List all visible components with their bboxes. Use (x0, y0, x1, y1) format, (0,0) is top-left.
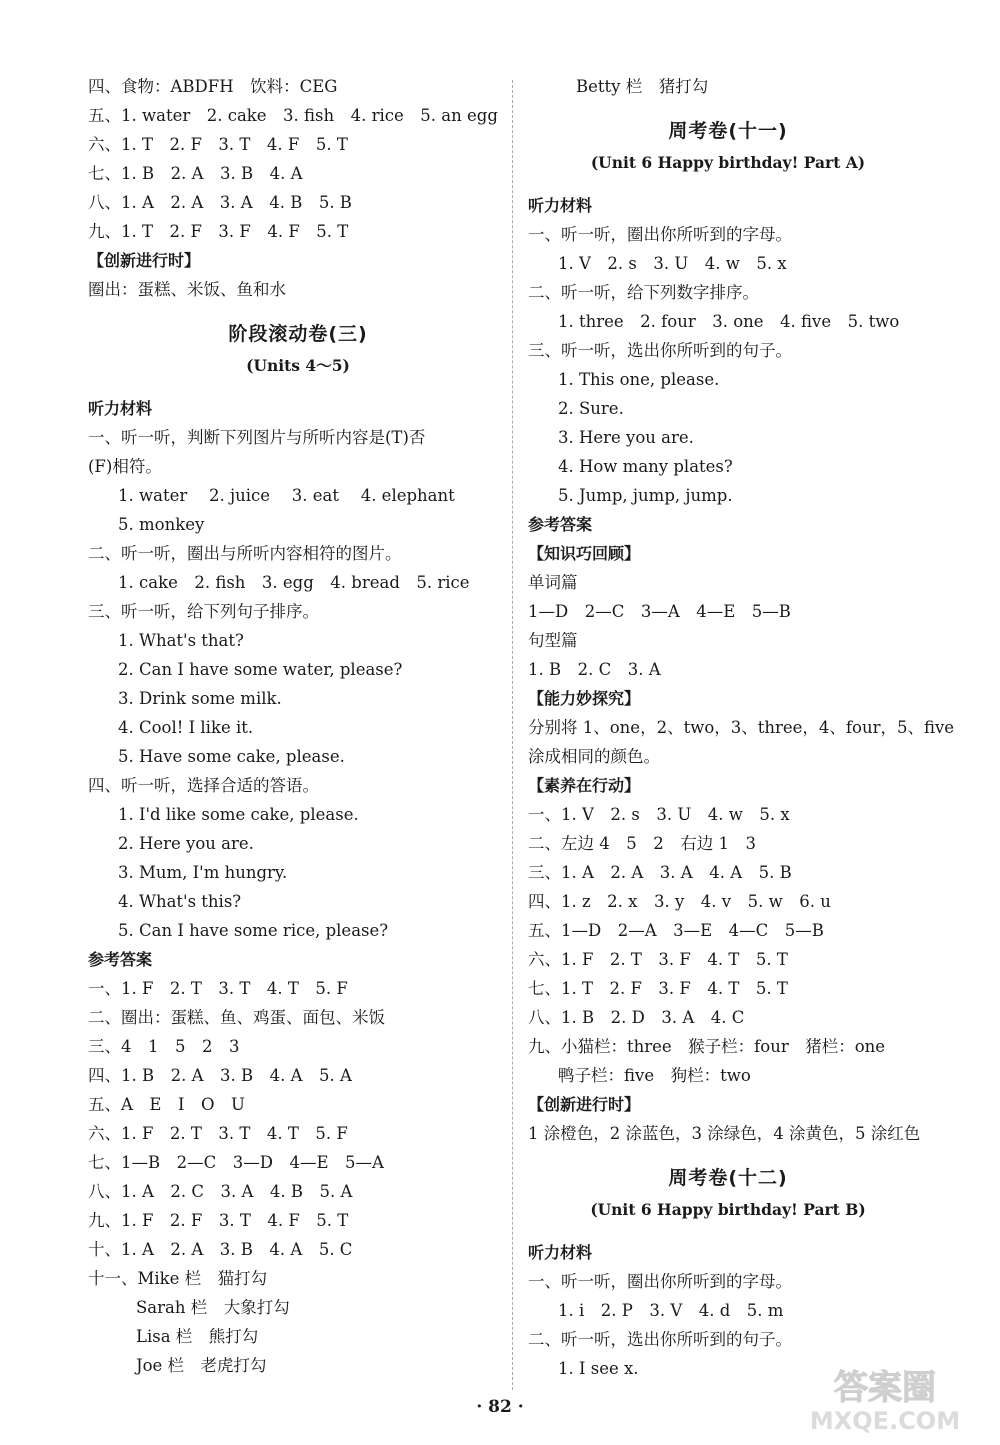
text-line: 4. What's this? (118, 892, 242, 911)
text-line: Lisa 栏 熊打勾 (136, 1327, 259, 1346)
spacer (88, 384, 508, 394)
watermark-logo-text: 答案圈 (834, 1368, 936, 1408)
text-line: 1. three 2. four 3. one 4. five 5. two (558, 312, 900, 331)
right-column (528, 72, 955, 1383)
watermark-logo (790, 1357, 980, 1437)
text-line: 六、1. F 2. T 3. F 4. T 5. T (528, 950, 788, 969)
text-line: 2. Can I have some water, please? (118, 660, 403, 679)
column-divider (512, 80, 513, 1390)
text-line: 十一、Mike 栏 猫打勾 (88, 1269, 268, 1288)
text-line: 二、听一听，选出你所听到的句子。 (528, 1330, 792, 1349)
text-line: 5. monkey (118, 515, 205, 534)
text-line: 七、1—B 2—C 3—D 4—E 5—A (88, 1153, 384, 1172)
text-line: 鸭子栏：five 狗栏：two (558, 1066, 751, 1085)
spacer (88, 304, 508, 314)
text-line: 四、1. z 2. x 3. y 4. v 5. w 6. u (528, 892, 831, 911)
text-line: 五、A E I O U (88, 1095, 245, 1114)
text-line: 一、听一听，圈出你所听到的字母。 (528, 1272, 792, 1291)
text-line: 1. water 2. juice 3. eat 4. elephant (118, 486, 455, 505)
text-line: 一、1. V 2. s 3. U 4. w 5. x (528, 805, 790, 824)
section-heading: 【能力妙探究】 (528, 689, 641, 708)
text-line: 三、4 1 5 2 3 (88, 1037, 240, 1056)
left-column (88, 72, 508, 1380)
spacer (528, 1148, 928, 1158)
text-line: 三、听一听，选出你所听到的句子。 (528, 341, 792, 360)
text-line: 九、1. F 2. F 3. T 4. F 5. T (88, 1211, 349, 1230)
section-heading: 【知识巧回顾】 (528, 544, 641, 563)
text-line: 一、听一听，圈出你所听到的字母。 (528, 225, 792, 244)
text-line: 一、听一听，判断下列图片与所听内容是(T)否 (88, 428, 426, 447)
text-line: 三、1. A 2. A 3. A 4. A 5. B (528, 863, 792, 882)
text-line: 1. I see x. (558, 1359, 639, 1378)
section-title: 周考卷(十二) (668, 1167, 788, 1189)
text-line: 三、听一听，给下列句子排序。 (88, 602, 319, 621)
text-line: 4. Cool! I like it. (118, 718, 254, 737)
text-line: 七、1. T 2. F 3. F 4. T 5. T (528, 979, 788, 998)
text-line: 八、1. B 2. D 3. A 4. C (528, 1008, 745, 1027)
text-line: Betty 栏 猪打勾 (576, 77, 709, 96)
text-line: 圈出：蛋糕、米饭、鱼和水 (88, 280, 286, 299)
text-line: 四、听一听，选择合适的答语。 (88, 776, 319, 795)
section-subtitle: (Unit 6 Happy birthday! Part B) (590, 1200, 866, 1219)
text-line: 二、左边 4 5 2 右边 1 3 (528, 834, 756, 853)
text-line: 1. cake 2. fish 3. egg 4. bread 5. rice (118, 573, 470, 592)
section-heading: 听力材料 (528, 1243, 593, 1262)
text-line: (F)相符。 (88, 457, 162, 476)
text-line: 十、1. A 2. A 3. B 4. A 5. C (88, 1240, 353, 1259)
text-line: 九、小猫栏：three 猴子栏：four 猪栏：one (528, 1037, 886, 1056)
text-line: 1. B 2. C 3. A (528, 660, 661, 679)
text-line: 七、1. B 2. A 3. B 4. A (88, 164, 303, 183)
text-line: 3. Drink some milk. (118, 689, 282, 708)
section-title: 周考卷(十一) (668, 120, 788, 142)
section-subtitle: (Unit 6 Happy birthday! Part A) (590, 153, 866, 172)
text-line: 1 涂橙色，2 涂蓝色，3 涂绿色，4 涂黄色，5 涂红色 (528, 1124, 921, 1143)
text-line: 六、1. F 2. T 3. T 4. T 5. F (88, 1124, 348, 1143)
text-line: 单词篇 (528, 573, 578, 592)
text-line: 五、1—D 2—A 3—E 4—C 5—B (528, 921, 824, 940)
text-line: 四、食物：ABDFH 饮料：CEG (88, 77, 338, 96)
text-line: 八、1. A 2. A 3. A 4. B 5. B (88, 193, 352, 212)
section-heading: 听力材料 (88, 399, 153, 418)
spacer (528, 181, 928, 191)
section-title: 阶段滚动卷(三) (228, 323, 368, 345)
text-line: 3. Here you are. (558, 428, 694, 447)
text-line: 一、1. F 2. T 3. T 4. T 5. F (88, 979, 348, 998)
text-line: 5. Jump, jump, jump. (558, 486, 733, 505)
section-heading: 参考答案 (528, 515, 593, 534)
section-heading: 参考答案 (88, 950, 153, 969)
section-heading: 【创新进行时】 (528, 1095, 641, 1114)
text-line: 1—D 2—C 3—A 4—E 5—B (528, 602, 791, 621)
text-line: 涂成相同的颜色。 (528, 747, 660, 766)
text-line: 3. Mum, I'm hungry. (118, 863, 288, 882)
spacer (528, 101, 928, 111)
text-line: 九、1. T 2. F 3. F 4. F 5. T (88, 222, 349, 241)
text-line: 二、听一听，圈出与所听内容相符的图片。 (88, 544, 402, 563)
text-line: Sarah 栏 大象打勾 (136, 1298, 290, 1317)
watermark-logo-subtext: MXQE.COM (809, 1407, 961, 1435)
page-number: · 82 · (476, 1397, 524, 1417)
text-line: 二、圈出：蛋糕、鱼、鸡蛋、面包、米饭 (88, 1008, 385, 1027)
text-line: 2. Sure. (558, 399, 624, 418)
text-line: 5. Have some cake, please. (118, 747, 345, 766)
text-line: 1. What's that? (118, 631, 244, 650)
text-line: 1. This one, please. (558, 370, 720, 389)
text-line: 5. Can I have some rice, please? (118, 921, 389, 940)
text-line: 六、1. T 2. F 3. T 4. F 5. T (88, 135, 348, 154)
text-line: 1. V 2. s 3. U 4. w 5. x (558, 254, 787, 273)
text-line: Joe 栏 老虎打勾 (136, 1356, 267, 1375)
text-line: 四、1. B 2. A 3. B 4. A 5. A (88, 1066, 352, 1085)
text-line: 1. I'd like some cake, please. (118, 805, 359, 824)
section-subtitle: (Units 4～5) (246, 356, 350, 375)
spacer (528, 1228, 928, 1238)
text-line: 五、1. water 2. cake 3. fish 4. rice 5. an egg (88, 106, 498, 125)
text-line: 分别将 1、one，2、two，3、three，4、four，5、five (528, 718, 955, 737)
section-heading: 【创新进行时】 (88, 251, 201, 270)
text-line: 2. Here you are. (118, 834, 254, 853)
section-heading: 【素养在行动】 (528, 776, 641, 795)
text-line: 二、听一听，给下列数字排序。 (528, 283, 759, 302)
section-heading: 听力材料 (528, 196, 593, 215)
text-line: 4. How many plates? (558, 457, 733, 476)
text-line: 句型篇 (528, 631, 578, 650)
text-line: 八、1. A 2. C 3. A 4. B 5. A (88, 1182, 353, 1201)
text-line: 1. i 2. P 3. V 4. d 5. m (558, 1301, 784, 1320)
